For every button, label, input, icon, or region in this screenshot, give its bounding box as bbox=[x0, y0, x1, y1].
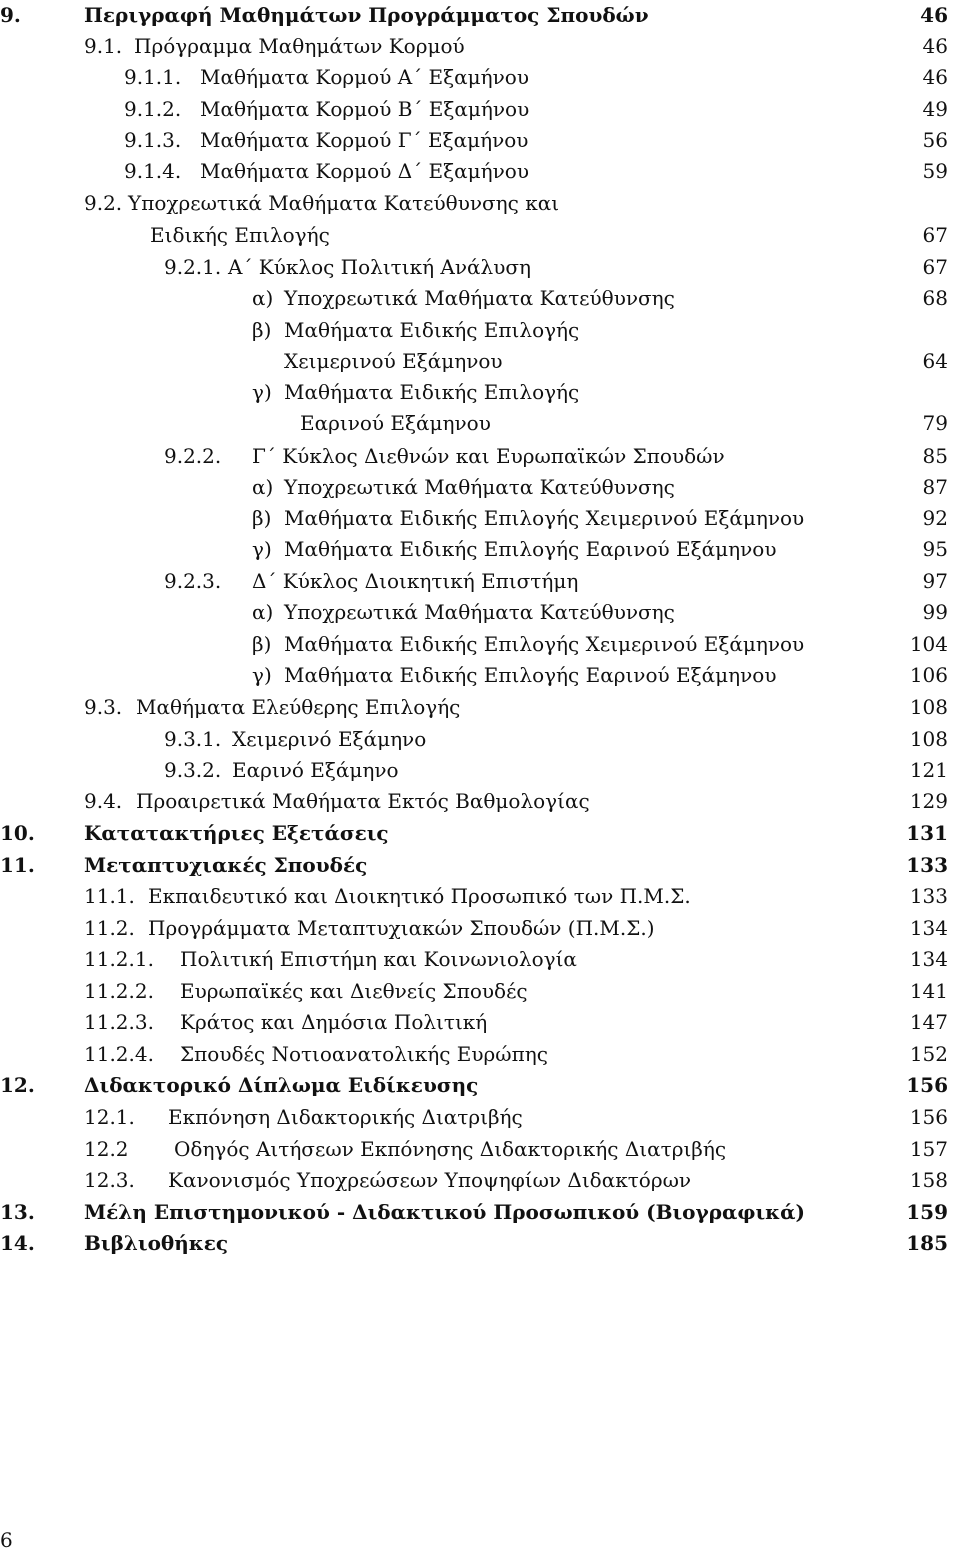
toc-number: β) bbox=[252, 506, 272, 530]
toc-title: Πολιτική Επιστήμη και Κοινωνιολογία bbox=[180, 947, 577, 971]
toc-row bbox=[0, 125, 960, 155]
toc-page: 157 bbox=[909, 1137, 948, 1161]
toc-page: 99 bbox=[922, 600, 948, 624]
toc-number: 9.1. bbox=[84, 34, 123, 58]
toc-number: β) bbox=[252, 318, 272, 342]
toc-row bbox=[0, 1039, 960, 1069]
toc-page: 129 bbox=[909, 789, 948, 813]
toc-title: Διδακτορικό Δίπλωμα Ειδίκευσης bbox=[84, 1073, 479, 1097]
toc-number: 13. bbox=[0, 1200, 35, 1224]
toc-number: α) bbox=[252, 600, 274, 624]
toc-number: 9.2. bbox=[84, 191, 123, 215]
toc-page: 46 bbox=[922, 65, 948, 89]
toc-title: Χειμερινού Εξάμηνου bbox=[284, 349, 503, 373]
toc-row bbox=[0, 0, 960, 30]
toc-row bbox=[0, 346, 960, 376]
toc-page: 85 bbox=[922, 444, 948, 468]
toc-row bbox=[0, 1228, 960, 1258]
toc-title: Προγράμματα Μεταπτυχιακών Σπουδών (Π.Μ.Σ.) bbox=[148, 916, 655, 940]
toc-row bbox=[0, 818, 960, 848]
toc-row bbox=[0, 850, 960, 880]
toc-row bbox=[0, 31, 960, 61]
toc-title: Υποχρεωτικά Μαθήματα Κατεύθυνσης bbox=[284, 286, 675, 310]
toc-row bbox=[0, 597, 960, 627]
toc-title: Μαθήματα Κορμού Γ΄ Εξαμήνου bbox=[200, 128, 529, 152]
toc-number: γ) bbox=[252, 537, 272, 561]
toc-title: Εκπαιδευτικό και Διοικητικό Προσωπικό των Π.Μ.Σ. bbox=[148, 884, 691, 908]
toc-title: Πρόγραμμα Μαθημάτων Κορμού bbox=[134, 34, 465, 58]
toc-title: Κράτος και Δημόσια Πολιτική bbox=[180, 1010, 488, 1034]
toc-number: 11.2.1. bbox=[84, 947, 154, 971]
toc-title: Μαθήματα Ειδικής Επιλογής Εαρινού Εξάμηνου bbox=[284, 537, 777, 561]
toc-page: 134 bbox=[909, 947, 948, 971]
toc-number: 11.1. bbox=[84, 884, 135, 908]
toc-title: Μεταπτυχιακές Σπουδές bbox=[84, 853, 368, 877]
toc-page: 56 bbox=[922, 128, 948, 152]
toc-title: Οδηγός Αιτήσεων Εκπόνησης Διδακτορικής Διατριβής bbox=[174, 1137, 727, 1161]
toc-row bbox=[0, 408, 960, 438]
toc-number: 11.2. bbox=[84, 916, 135, 940]
toc-title: Δ΄ Κύκλος Διοικητική Επιστήμη bbox=[252, 569, 579, 593]
toc-title: Μαθήματα Ειδικής Επιλογής Εαρινού Εξάμηνου bbox=[284, 663, 777, 687]
toc-number: 10. bbox=[0, 821, 35, 845]
toc-page: 68 bbox=[922, 286, 948, 310]
toc-title: Μαθήματα Ειδικής Επιλογής bbox=[284, 318, 580, 342]
toc-number: 9.2.2. bbox=[164, 444, 222, 468]
toc-title: Υποχρεωτικά Μαθήματα Κατεύθυνσης bbox=[284, 600, 675, 624]
toc-title: Περιγραφή Μαθημάτων Προγράμματος Σπουδών bbox=[84, 3, 649, 27]
toc-row bbox=[0, 62, 960, 92]
toc-row bbox=[0, 1007, 960, 1037]
toc-page: 152 bbox=[909, 1042, 948, 1066]
toc-page: 121 bbox=[909, 758, 948, 782]
toc-row bbox=[0, 252, 960, 282]
toc-page: 133 bbox=[909, 884, 948, 908]
toc-page: 59 bbox=[922, 159, 948, 183]
toc-number: γ) bbox=[252, 663, 272, 687]
toc-row bbox=[0, 220, 960, 250]
toc-row bbox=[0, 881, 960, 911]
toc-page: 133 bbox=[906, 853, 948, 877]
toc-page: 67 bbox=[922, 255, 948, 279]
toc-number: α) bbox=[252, 286, 274, 310]
toc-number: 11.2.4. bbox=[84, 1042, 154, 1066]
toc-number: β) bbox=[252, 632, 272, 656]
toc-row bbox=[0, 629, 960, 659]
toc-page: 104 bbox=[909, 632, 948, 656]
toc-page: 92 bbox=[922, 506, 948, 530]
toc-page: 141 bbox=[909, 979, 948, 1003]
toc-title: Εκπόνηση Διδακτορικής Διατριβής bbox=[168, 1105, 523, 1129]
toc-page: 108 bbox=[909, 727, 948, 751]
toc-title: Εαρινού Εξάμηνου bbox=[300, 411, 491, 435]
toc-row bbox=[0, 755, 960, 785]
toc-page: 46 bbox=[922, 34, 948, 58]
toc-page: 46 bbox=[920, 3, 948, 27]
toc-row bbox=[0, 913, 960, 943]
toc-number: 9.4. bbox=[84, 789, 123, 813]
toc-number: 9.2.1. bbox=[164, 255, 222, 279]
toc-page: 64 bbox=[922, 349, 948, 373]
toc-page: 131 bbox=[906, 821, 948, 845]
toc-number: 9.1.4. bbox=[124, 159, 182, 183]
toc-title: Υποχρεωτικά Μαθήματα Κατεύθυνσης bbox=[284, 475, 675, 499]
toc-page: 159 bbox=[906, 1200, 948, 1224]
toc-title: Μαθήματα Κορμού Α΄ Εξαμήνου bbox=[200, 65, 529, 89]
toc-page: 97 bbox=[922, 569, 948, 593]
toc-title: Μαθήματα Κορμού Β΄ Εξαμήνου bbox=[200, 97, 530, 121]
toc-row bbox=[0, 692, 960, 722]
toc-number: 9.1.2. bbox=[124, 97, 182, 121]
toc-number: 11.2.2. bbox=[84, 979, 154, 1003]
toc-row bbox=[0, 377, 960, 407]
toc-row bbox=[0, 441, 960, 471]
toc-title: Κανονισμός Υποχρεώσεων Υποψηφίων Διδακτόρων bbox=[168, 1168, 692, 1192]
toc-page: 147 bbox=[909, 1010, 948, 1034]
toc-page: 95 bbox=[922, 537, 948, 561]
toc-title: Εαρινό Εξάμηνο bbox=[232, 758, 399, 782]
toc-row bbox=[0, 1197, 960, 1227]
toc-number: 9.1.3. bbox=[124, 128, 182, 152]
toc-title: Βιβλιοθήκες bbox=[84, 1231, 229, 1255]
toc-number: γ) bbox=[252, 380, 272, 404]
toc-title: Γ΄ Κύκλος Διεθνών και Ευρωπαϊκών Σπουδών bbox=[252, 444, 725, 468]
toc-row bbox=[0, 1165, 960, 1195]
toc-page: 79 bbox=[922, 411, 948, 435]
toc-row bbox=[0, 1134, 960, 1164]
toc-row bbox=[0, 976, 960, 1006]
toc-number: 12.1. bbox=[84, 1105, 135, 1129]
toc-title: Μαθήματα Ειδικής Επιλογής bbox=[284, 380, 580, 404]
toc-page: 156 bbox=[906, 1073, 948, 1097]
toc-page: 156 bbox=[909, 1105, 948, 1129]
toc-page: 134 bbox=[909, 916, 948, 940]
toc-row bbox=[0, 503, 960, 533]
toc-row bbox=[0, 94, 960, 124]
toc-page: 87 bbox=[922, 475, 948, 499]
toc-number: 11.2.3. bbox=[84, 1010, 154, 1034]
toc-number: 9.1.1. bbox=[124, 65, 182, 89]
toc-page: 108 bbox=[909, 695, 948, 719]
toc-number: 12.3. bbox=[84, 1168, 135, 1192]
toc-number: 9.3.1. bbox=[164, 727, 222, 751]
toc-title: Χειμερινό Εξάμηνο bbox=[232, 727, 427, 751]
toc-number: 9. bbox=[0, 3, 21, 27]
toc-number: 9.3. bbox=[84, 695, 123, 719]
toc-row bbox=[0, 472, 960, 502]
toc-title: Μαθήματα Ειδικής Επιλογής Χειμερινού Εξάμηνου bbox=[284, 632, 805, 656]
toc-title: Κατατακτήριες Εξετάσεις bbox=[84, 821, 389, 845]
toc-title: Σπουδές Νοτιοανατολικής Ευρώπης bbox=[180, 1042, 548, 1066]
toc-row bbox=[0, 786, 960, 816]
toc-row bbox=[0, 944, 960, 974]
toc-title: Υποχρεωτικά Μαθήματα Κατεύθυνσης και bbox=[128, 191, 560, 215]
toc-number: 11. bbox=[0, 853, 35, 877]
toc-page: 158 bbox=[909, 1168, 948, 1192]
toc-title: Μαθήματα Κορμού Δ΄ Εξαμήνου bbox=[200, 159, 529, 183]
toc-page: 49 bbox=[922, 97, 948, 121]
toc-number: 12. bbox=[0, 1073, 35, 1097]
toc-title: Προαιρετικά Μαθήματα Εκτός Βαθμολογίας bbox=[136, 789, 590, 813]
toc-row bbox=[0, 534, 960, 564]
toc-row bbox=[0, 156, 960, 186]
toc-number: 9.2.3. bbox=[164, 569, 222, 593]
toc-row bbox=[0, 315, 960, 345]
toc-row bbox=[0, 283, 960, 313]
toc-row bbox=[0, 1102, 960, 1132]
toc-number: 9.3.2. bbox=[164, 758, 222, 782]
toc-number: 12.2 bbox=[84, 1137, 129, 1161]
toc-title: Μέλη Επιστημονικού - Διδακτικού Προσωπικού (Βιογραφικά) bbox=[84, 1200, 806, 1224]
toc-row bbox=[0, 660, 960, 690]
page-number: 6 bbox=[0, 1528, 13, 1552]
toc-row bbox=[0, 1070, 960, 1100]
toc-title: Μαθήματα Ειδικής Επιλογής Χειμερινού Εξάμηνου bbox=[284, 506, 805, 530]
toc-title: Μαθήματα Ελεύθερης Επιλογής bbox=[136, 695, 461, 719]
toc-title: Α΄ Κύκλος Πολιτική Ανάλυση bbox=[228, 255, 531, 279]
toc-row bbox=[0, 724, 960, 754]
toc-page: 106 bbox=[909, 663, 948, 687]
toc-title: Ευρωπαϊκές και Διεθνείς Σπουδές bbox=[180, 979, 528, 1003]
toc-page: 185 bbox=[906, 1231, 948, 1255]
toc-number: 14. bbox=[0, 1231, 35, 1255]
toc-row bbox=[0, 566, 960, 596]
toc-page: 67 bbox=[922, 223, 948, 247]
toc-number: α) bbox=[252, 475, 274, 499]
toc-row bbox=[0, 188, 960, 218]
toc-title: Ειδικής Επιλογής bbox=[150, 223, 330, 247]
